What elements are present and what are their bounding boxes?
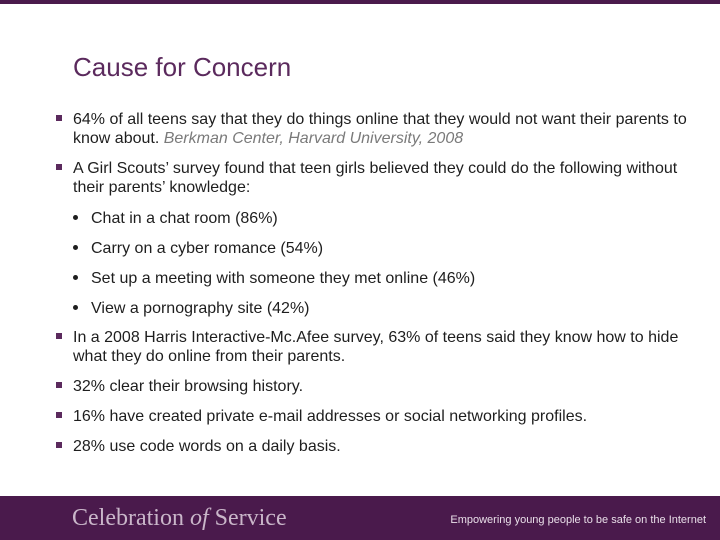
footer-tagline: Empowering young people to be safe on the Internet <box>450 514 706 526</box>
brand-logo <box>72 505 287 532</box>
top-rule <box>0 0 720 4</box>
brand-text: Service <box>208 505 287 531</box>
square-bullet-icon <box>56 442 62 448</box>
brand-text-italic: of <box>189 505 209 531</box>
square-bullet-icon <box>56 333 62 339</box>
sub-bullet-text: View a pornography site (42%) <box>91 300 310 317</box>
round-bullet-icon <box>73 275 78 280</box>
bullet-text: In a 2008 Harris Interactive-Mc.Afee survey, 63% of teens said they know how to hide what they do online from their parents. <box>73 329 679 365</box>
bullet-citation: Berkman Center, Harvard University, 2008 <box>163 130 464 147</box>
bullet-text: A Girl Scouts’ survey found that teen girls believed they could do the following without their parents’ knowledge: <box>73 160 678 196</box>
bullet-item <box>56 159 696 197</box>
bullet-item <box>56 377 696 396</box>
square-bullet-icon <box>56 164 62 170</box>
sub-bullet-item <box>56 209 696 228</box>
bullet-item <box>56 437 696 456</box>
bullet-text: 64% of all teens say that they do things online that they would not want their parents to know about. <box>73 111 687 147</box>
sub-bullet-text: Carry on a cyber romance (54%) <box>91 240 324 257</box>
sub-bullet-item <box>56 239 696 258</box>
square-bullet-icon <box>56 412 62 418</box>
bullet-text: 28% use code words on a daily basis. <box>73 438 341 455</box>
bullet-item <box>56 407 696 426</box>
bullet-item <box>56 110 696 148</box>
bullet-list <box>56 110 696 456</box>
brand-text: Celebration <box>72 505 190 531</box>
bullet-item <box>56 328 696 366</box>
bullet-text: 32% clear their browsing history. <box>73 378 304 395</box>
sub-bullet-item <box>56 299 696 318</box>
round-bullet-icon <box>73 305 78 310</box>
round-bullet-icon <box>73 245 78 250</box>
sub-bullet-text: Chat in a chat room (86%) <box>91 210 278 227</box>
slide-title: Cause for Concern <box>73 52 292 82</box>
round-bullet-icon <box>73 215 78 220</box>
sub-bullet-item <box>56 269 696 288</box>
sub-bullet-text: Set up a meeting with someone they met online (46%) <box>91 270 476 287</box>
square-bullet-icon <box>56 115 62 121</box>
bullet-text: 16% have created private e-mail addresses or social networking profiles. <box>73 408 588 425</box>
square-bullet-icon <box>56 382 62 388</box>
